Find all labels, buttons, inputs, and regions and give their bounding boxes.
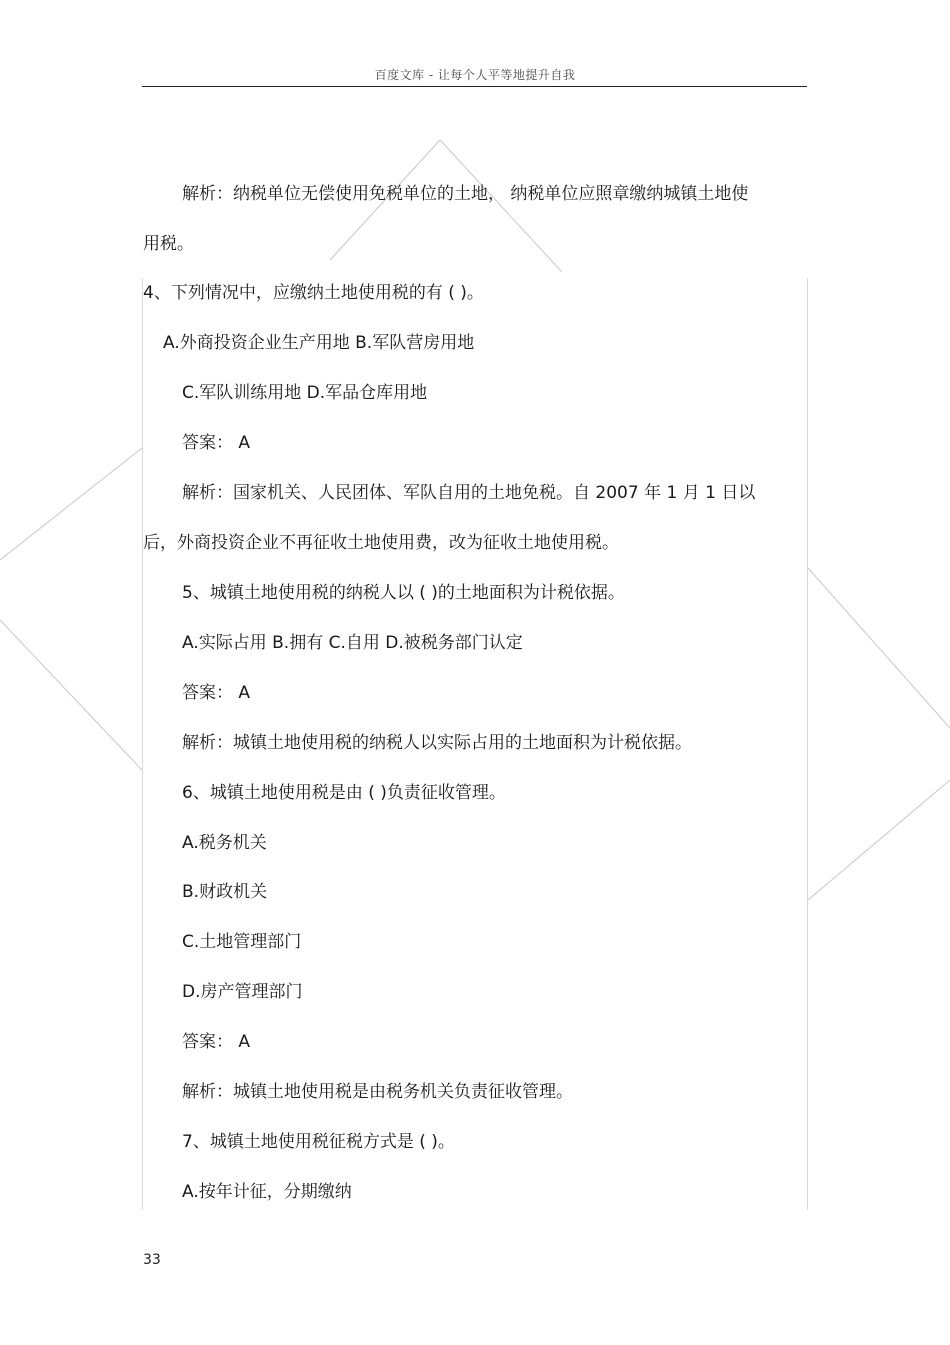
- question-6-option-c: C.土地管理部门: [182, 932, 302, 952]
- page-number: 33: [143, 1252, 161, 1268]
- question-6-answer: 答案： A: [182, 1032, 251, 1052]
- question-6-option-d: D.房产管理部门: [182, 982, 303, 1002]
- question-6-option-b: B.财政机关: [182, 882, 268, 902]
- header-divider: [142, 86, 807, 87]
- page-header: 百度文库 - 让每个人平等地提升自我: [374, 68, 576, 82]
- question-5-analysis: 解析：城镇土地使用税的纳税人以实际占用的土地面积为计税依据。: [182, 733, 692, 753]
- question-7: 7、城镇土地使用税征税方式是 ( )。: [182, 1132, 455, 1152]
- question-4: 4、下列情况中，应缴纳土地使用税的有 ( )。: [143, 283, 484, 303]
- question-5: 5、城镇土地使用税的纳税人以 ( )的土地面积为计税依据。: [182, 583, 625, 603]
- question-4-options-ab: A.外商投资企业生产用地 B.军队营房用地: [163, 333, 475, 353]
- question-6: 6、城镇土地使用税是由 ( )负责征收管理。: [182, 783, 506, 803]
- question-7-option-a: A.按年计征，分期缴纳: [182, 1182, 352, 1202]
- question-4-analysis: 解析：国家机关、人民团体、军队自用的土地免税。自 2007 年 1 月 1 日以: [182, 483, 756, 503]
- question-4-analysis-continued: 后，外商投资企业不再征收土地使用费，改为征收土地使用税。: [143, 533, 619, 553]
- question-5-options: A.实际占用 B.拥有 C.自用 D.被税务部门认定: [182, 633, 523, 653]
- question-6-option-a: A.税务机关: [182, 833, 267, 853]
- analysis-line: 解析：纳税单位无偿使用免税单位的土地， 纳税单位应照章缴纳城镇土地使: [182, 184, 749, 204]
- analysis-line-continued: 用税。: [143, 234, 194, 254]
- question-4-options-cd: C.军队训练用地 D.军品仓库用地: [182, 383, 428, 403]
- question-5-answer: 答案： A: [182, 683, 251, 703]
- question-6-analysis: 解析：城镇土地使用税是由税务机关负责征收管理。: [182, 1082, 573, 1102]
- question-4-answer: 答案： A: [182, 433, 251, 453]
